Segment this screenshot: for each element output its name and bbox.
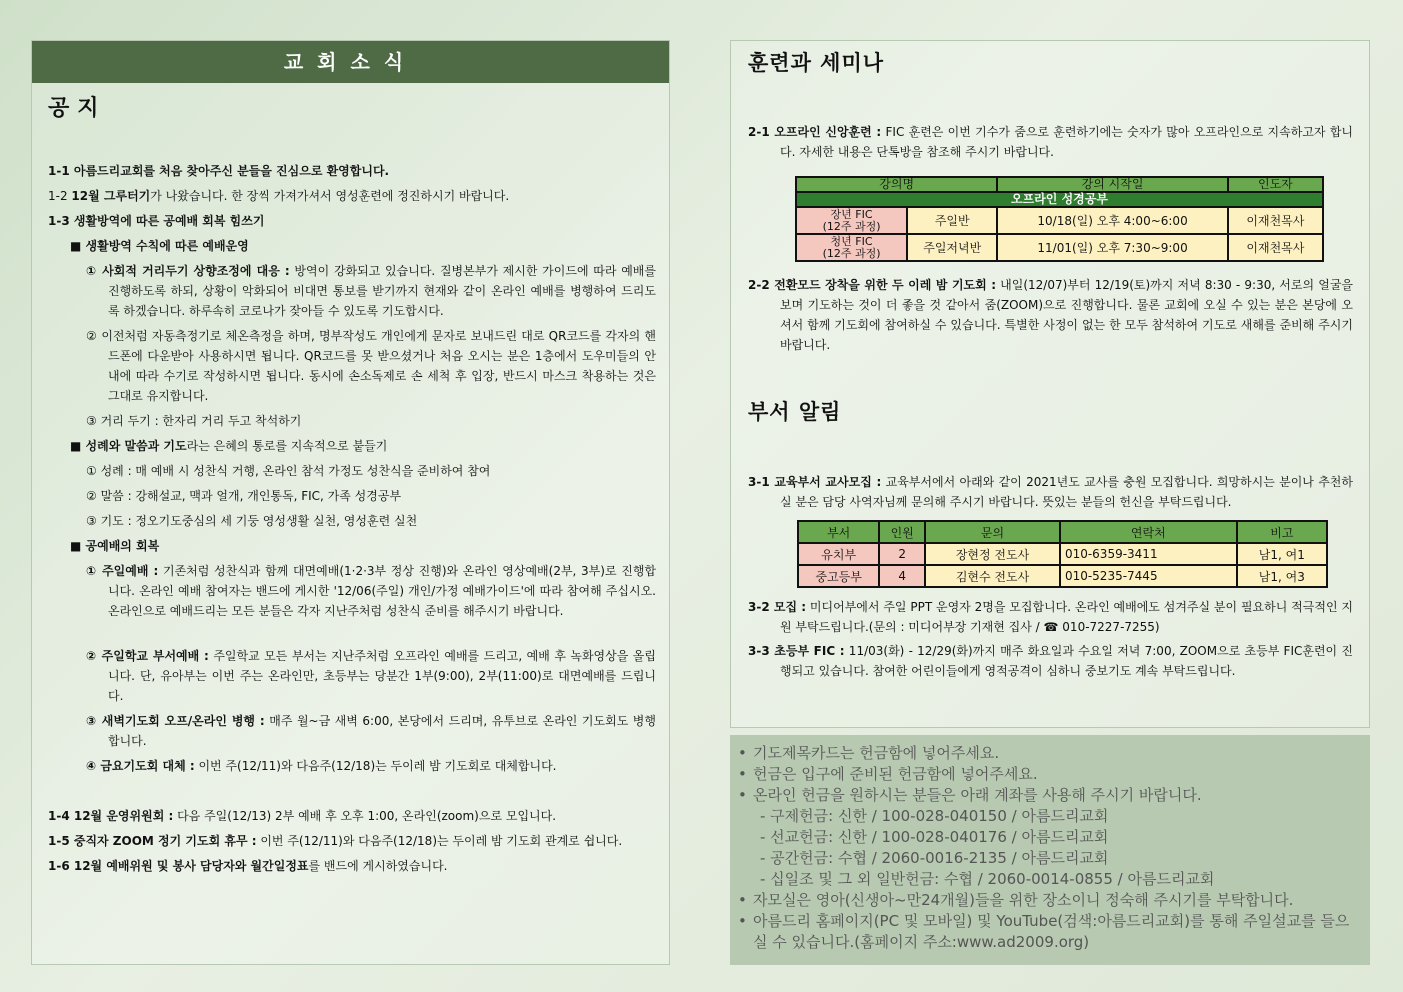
table-cell: 010-5235-7445: [1060, 565, 1237, 587]
safety-item-2: ② 이전처럼 자동측정기로 체온측정을 하며, 명부작성도 개인에게 문자로 보내드린 대로 QR코드를 각자의 핸드폰에 다운받아 사용하시면 됩니다. QR코드를 못 받으셨거나 처음 오시는 분은 1층에서 도우미들의 안내에 따라 수기로 작성하시면 됩니다. 동시에 손소독제로 손 세척 후 입장, 반드시 마스크 착용하는 것은 그대로 유지합니다.: [86, 329, 656, 403]
table-row: [796, 234, 1323, 261]
table-cell: 김현수 전도사: [925, 565, 1060, 587]
worship-item-1: ① 주일예배 : 기존처럼 성찬식과 함께 대면예배(1·2·3부 정상 진행)와 온라인 영상예배(2부, 3부)로 진행합니다. 온라인 예배 참여자는 밴드에 게시한 '12/06(주일) 개인/가정 예배가이드'에 따라 참여해 주십시오. 온라인으로 예배드리는 모든 분들은 각자 지난주처럼 성찬식 준비를 해주시기 바랍니다.: [86, 564, 657, 618]
department-3-3: 3-3 초등부 FIC : 11/03(화) - 12/29(화)까지 매주 화요일과 수요일 저녁 7:00, ZOOM으로 초등부 FIC훈련이 진행되고 있습니다. 참여한 어린이들에게 영적공격이 심하니 중보기도 계속 부탁드립니다.: [748, 644, 1353, 678]
account-item: - 구제헌금: 신한 / 100-028-040150 / 아름드리교회: [760, 807, 1109, 825]
table-cell: 남1, 여3: [1237, 565, 1327, 587]
table-row: [798, 543, 1327, 565]
teacher-table: [797, 520, 1328, 588]
notice-1-5: 1-5 중직자 ZOOM 정기 기도회 휴무 : 이번 주(12/11)와 다음주(12/18)는 두이레 밤 기도회 관계로 쉽니다.: [48, 834, 623, 848]
subheading-safety: ■ 생활방역 수칙에 따른 예배운영: [70, 239, 249, 253]
table-header: 강의명: [796, 177, 997, 192]
info-item: • 자모실은 영아(신생아~만24개월)들을 위한 장소이니 정숙해 주시기를 부탁합니다.: [738, 891, 1294, 909]
table-cell: 장년 FIC (12주 과정): [796, 207, 907, 234]
notice-1-2: 1-2 12월 그루터기가 나왔습니다. 한 장씩 가져가셔서 영성훈련에 정진하시기 바랍니다.: [48, 189, 510, 203]
table-header: 부서: [798, 521, 879, 543]
table-header: 인도자: [1228, 177, 1323, 192]
info-item: • 기도제목카드는 헌금함에 넣어주세요.: [738, 744, 1000, 762]
table-cell: 장현정 전도사: [925, 543, 1060, 565]
table-header: 강의 시작일: [997, 177, 1227, 192]
table-cell: 중고등부: [798, 565, 879, 587]
table-cell: 주일저녁반: [907, 234, 997, 261]
table-cell: 주일반: [907, 207, 997, 234]
table-cell: 10/18(일) 오후 4:00~6:00: [997, 207, 1227, 234]
info-item: • 헌금은 입구에 준비된 헌금함에 넣어주세요.: [738, 765, 1038, 783]
table-cell: 유치부: [798, 543, 879, 565]
table-row: [796, 207, 1323, 234]
training-2-2: 2-2 전환모드 장착을 위한 두 이레 밤 기도회 : 내일(12/07)부터 12/19(토)까지 저녁 8:30 - 9:30, 서로의 얼굴을 보며 기도하는 것이 더 좋을 것 같아서 줌(ZOOM)으로 진행합니다. 물론 교회에 오실 수 있는 분은 본당에 오셔서 함께 기도회에 참여하실 수 있습니다. 특별한 사정이 없는 한 모두 참석하여 기도로 새해를 준비해 주시기 바랍니다.: [748, 278, 1354, 352]
worship-item-3: ③ 새벽기도회 오프/온라인 병행 : 매주 월~금 새벽 6:00, 본당에서 드리며, 유투브로 온라인 기도회도 병행합니다.: [86, 714, 656, 748]
training-title: 훈련과 세미나: [748, 51, 885, 75]
worship-item-4: ④ 금요기도회 대체 : 이번 주(12/11)와 다음주(12/18)는 두이레 밤 기도회로 대체합니다.: [86, 759, 557, 773]
table-cell: 11/01(일) 오후 7:30~9:00: [997, 234, 1227, 261]
table-header: 비고: [1237, 521, 1327, 543]
table-cell: 이재천목사: [1228, 234, 1323, 261]
subheading-worship: ■ 공예배의 회복: [70, 539, 160, 553]
section-header: 교회소식: [32, 41, 669, 83]
table-cell: 2: [879, 543, 925, 565]
table-cell: 4: [879, 565, 925, 587]
table-subheader: 오프라인 성경공부: [796, 192, 1323, 207]
department-3-1: 3-1 교육부서 교사모집 : 교육부서에서 아래와 같이 2021년도 교사를 충원 모집합니다. 희망하시는 분이나 추천하실 분은 담당 사역자님께 문의해 주시기 바랍니다. 뜻있는 분들의 헌신을 부탁드립니다.: [748, 475, 1353, 509]
department-title: 부서 알림: [748, 400, 842, 424]
worship-item-2: ② 주일학교 부서예배 : 주일학교 모든 부서는 지난주처럼 오프라인 예배를 드리고, 예배 후 녹화영상을 올립니다. 단, 유아부는 이번 주는 온라인만, 초등부는 당분간 1부(9:00), 2부(11:00)로 대면예배를 드립니다.: [86, 649, 656, 703]
sacrament-item-3: ③ 기도 : 정오기도중심의 세 기둥 영성생활 실천, 영성훈련 실천: [86, 514, 418, 528]
info-box: [730, 735, 1370, 965]
department-3-2: 3-2 모집 : 미디어부에서 주일 PPT 운영자 2명을 모집합니다. 온라인 예배에도 섬겨주실 분이 필요하니 적극적인 지원 부탁드립니다.(문의 : 미디어부장 기재현 집사 / ☎ 010-7227-7255): [748, 600, 1353, 634]
church-news-panel: [31, 40, 670, 965]
notice-1-3: 1-3 생활방역에 따른 공예배 회복 힘쓰기: [48, 214, 265, 228]
notice-1-6: 1-6 12월 예배위원 및 봉사 담당자와 월간일정표를 밴드에 게시하였습니다.: [48, 859, 448, 873]
table-header: 인원: [879, 521, 925, 543]
training-table: [795, 176, 1324, 262]
sacrament-item-2: ② 말씀 : 강해설교, 맥과 얼개, 개인통독, FIC, 가족 성경공부: [86, 489, 402, 503]
safety-item-3: ③ 거리 두기 : 한자리 거리 두고 착석하기: [86, 414, 302, 428]
sacrament-item-1: ① 성례 : 매 예배 시 성찬식 거행, 온라인 참석 가정도 성찬식을 준비하여 참여: [86, 464, 491, 478]
table-cell: 남1, 여1: [1237, 543, 1327, 565]
notice-title: 공지: [48, 96, 107, 121]
table-row: [798, 565, 1327, 587]
training-panel: [730, 40, 1370, 728]
safety-item-1: ① 사회적 거리두기 상향조정에 대응 : 방역이 강화되고 있습니다. 질병본부가 제시한 가이드에 따라 예배를 진행하도록 하되, 상황이 악화되어 비대면 통보를 받기까지 현재와 같이 온라인 예배를 병행하여 드리도록 하겠습니다. 하루속히 코로나가 잦아들 수 있도록 기도합시다.: [86, 264, 656, 318]
table-cell: 이재천목사: [1228, 207, 1323, 234]
table-header: 문의: [925, 521, 1060, 543]
notice-1-4: 1-4 12월 운영위원회 : 다음 주일(12/13) 2부 예배 후 오후 1:00, 온라인(zoom)으로 모입니다.: [48, 809, 557, 823]
notice-1-1: 1-1 아름드리교회를 처음 찾아주신 분들을 진심으로 환영합니다.: [48, 164, 390, 178]
table-cell: 010-6359-3411: [1060, 543, 1237, 565]
info-item: • 온라인 헌금을 원하시는 분들은 아래 계좌를 사용해 주시기 바랍니다.: [738, 786, 1202, 804]
table-header: 연락처: [1060, 521, 1237, 543]
table-cell: 청년 FIC (12주 과정): [796, 234, 907, 261]
account-item: - 공간헌금: 수협 / 2060-0016-2135 / 아름드리교회: [760, 849, 1109, 867]
training-2-1: 2-1 오프라인 신앙훈련 : FIC 훈련은 이번 기수가 줌으로 훈련하기에는 숫자가 많아 오프라인으로 지속하고자 합니다. 자세한 내용은 단톡방을 참조해 주시기 바랍니다.: [748, 125, 1353, 159]
account-item: - 선교헌금: 신한 / 100-028-040176 / 아름드리교회: [760, 828, 1109, 846]
subheading-sacrament: ■ 성례와 말씀과 기도라는 은혜의 통로를 지속적으로 붙들기: [70, 439, 388, 453]
account-item: - 십일조 및 그 외 일반헌금: 수협 / 2060-0014-0855 / 아름드리교회: [760, 870, 1215, 888]
info-item: • 아름드리 홈페이지(PC 및 모바일) 및 YouTube(검색:아름드리교회)를 통해 주일설교를 들으실 수 있습니다.(홈페이지 주소:www.ad2009.org): [738, 912, 1350, 951]
